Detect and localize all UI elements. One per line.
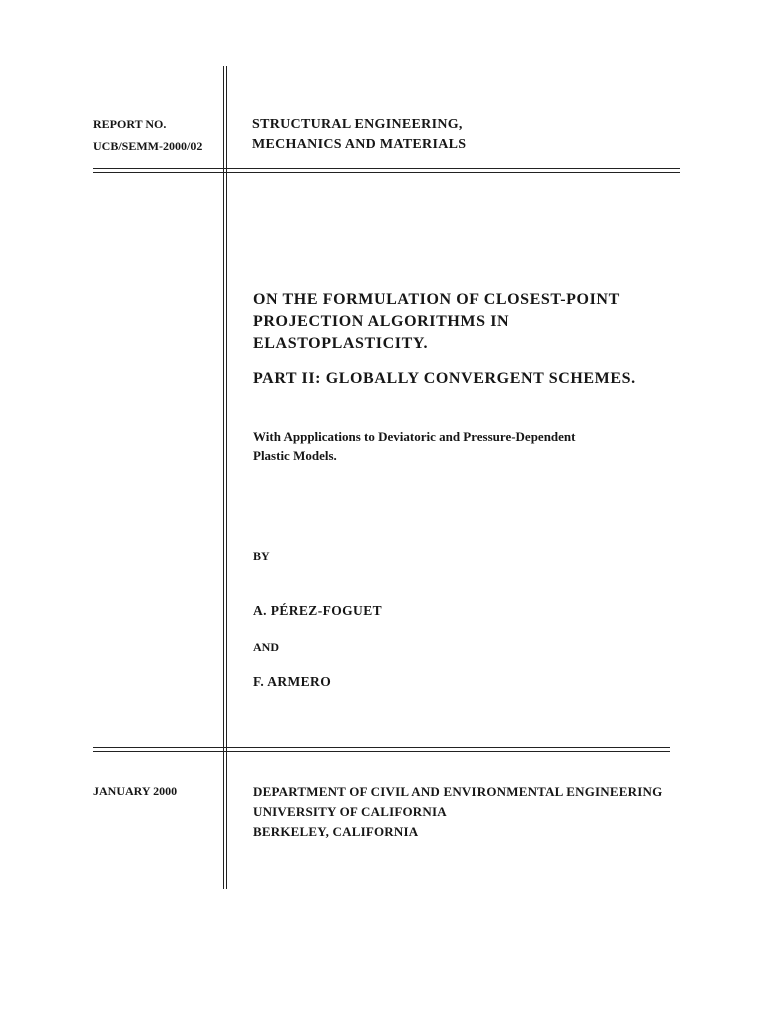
report-title	[253, 289, 620, 355]
author-2: F. ARMERO	[253, 674, 332, 689]
bottom-rule-upper	[93, 747, 670, 748]
department-line: UNIVERSITY OF CALIFORNIA	[253, 804, 447, 819]
author-1: A. PÉREZ-FOGUET	[253, 603, 383, 618]
title-line: ON THE FORMULATION OF CLOSEST-POINT	[253, 291, 620, 308]
program-heading	[252, 115, 466, 155]
department-line: BERKELEY, CALIFORNIA	[253, 824, 419, 839]
program-line: STRUCTURAL ENGINEERING,	[252, 117, 463, 132]
and-label: AND	[253, 640, 279, 654]
top-rule-lower	[93, 172, 680, 173]
title-line: ELASTOPLASTICITY.	[253, 335, 429, 352]
report-label: REPORT NO.	[93, 117, 167, 131]
report-number: UCB/SEMM-2000/02	[93, 139, 203, 153]
top-rule-upper	[93, 168, 680, 169]
by-label: BY	[253, 549, 270, 563]
report-date: JANUARY 2000	[93, 784, 178, 798]
title-line: PROJECTION ALGORITHMS IN	[253, 313, 510, 330]
program-line: MECHANICS AND MATERIALS	[252, 137, 467, 152]
subtitle-line: With Appplications to Deviatoric and Pressure-Dependent	[253, 429, 576, 444]
bottom-rule-lower	[93, 751, 670, 752]
department-line: DEPARTMENT OF CIVIL AND ENVIRONMENTAL ENGINEERING	[253, 784, 663, 799]
report-part-title: PART II: GLOBALLY CONVERGENT SCHEMES.	[253, 370, 636, 387]
vertical-rule-left	[223, 66, 224, 889]
subtitle-line: Plastic Models.	[253, 448, 337, 463]
report-subtitle	[253, 427, 576, 465]
vertical-rule-right	[226, 66, 227, 889]
department-block	[253, 782, 662, 842]
